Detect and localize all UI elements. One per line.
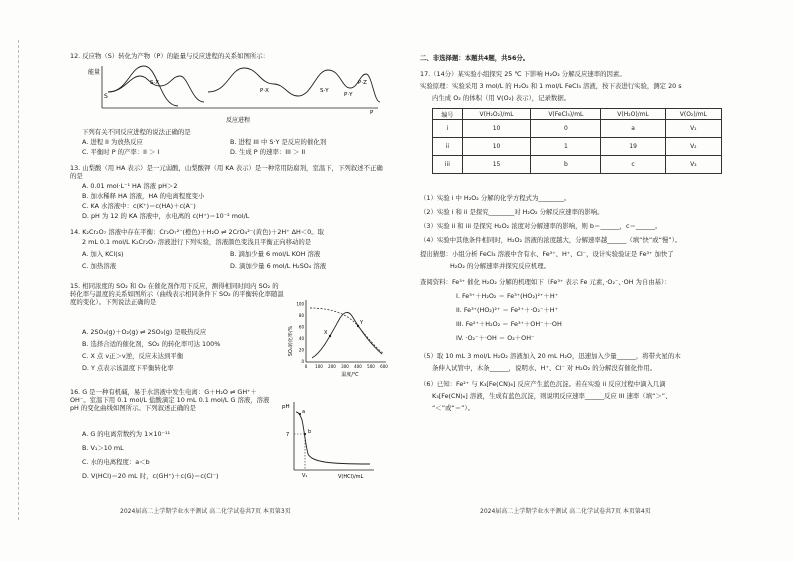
- table-cell: ii: [433, 138, 463, 156]
- q15-ytick-label: 0: [301, 359, 304, 364]
- q14-option-d: D. 滴加少量 6 mol/L H₂SO₄ 溶液: [230, 262, 327, 270]
- q12-label-px: P·X: [260, 88, 269, 94]
- q15-xtick-label: 600: [380, 364, 388, 369]
- q15-conversion-graph: [288, 296, 390, 378]
- q15-xtick-label: 100: [315, 364, 323, 369]
- table-cell: 10: [462, 138, 530, 156]
- q17-exp-line1: 实验原理：实验采用 3 mol/L 的 H₂O₂ 和 1 mol/L FeCl₃ 溶液，按下表进行实验，测定 20 s: [420, 82, 682, 90]
- table-header-row: [433, 109, 722, 120]
- q17-part2: （2）实验 i 和 ii 是探究________对 H₂O₂ 分解反应速率的影响。: [420, 208, 604, 216]
- q12-option-a: A. 进程 II 为放热反应: [82, 138, 143, 146]
- q13-option-c: C. KA 水溶液中：c(K⁺)＝c(HA)＋c(A⁻): [82, 202, 196, 210]
- q15-ytick-label: 20: [298, 347, 304, 353]
- q17-mechanism-4: IV. ·O₂⁻＋·OH ＝ O₂＋OH⁻: [456, 334, 535, 342]
- q12-label-s: S: [104, 93, 108, 100]
- q16-y7: 7: [286, 432, 290, 438]
- table-header: V(O₂)/mL: [665, 109, 721, 120]
- q15-xtick-label: 400: [354, 364, 362, 369]
- q12-xlabel: 反应进程: [225, 117, 251, 124]
- right-footer: 2024届高二上学期学业水平测试 高二化学试卷共7页 本页第4页: [480, 508, 651, 515]
- q12-option-d: D. 生成 P 的速率：III ＞ II: [230, 148, 306, 156]
- table-row: [433, 120, 722, 138]
- q16-ylabel: pH: [282, 404, 290, 410]
- q12-stem: 12. 反应物（S）转化为产物（P）的能量与反应进程的关系如图所示：: [70, 52, 270, 60]
- q16-x-v1: V₁: [302, 473, 308, 479]
- left-footer: 2024届高二上学期学业水平测试 高二化学试卷共7页 本页第3页: [120, 508, 291, 515]
- q12-label-sy: S·Y: [320, 88, 329, 94]
- q15-point-y: Y: [360, 320, 364, 326]
- table-cell: b: [531, 156, 601, 174]
- q15-xlabel: 温度/℃: [341, 372, 359, 378]
- q15-option-d: D. Y 点表示该温度下平衡转化率: [82, 364, 174, 372]
- q12-tail: 下列有关不同反应进程的说法正确的是: [82, 128, 191, 136]
- q16-titration-curve: [278, 398, 378, 482]
- q16-option-c: C. 水的电离程度：a＜b: [82, 458, 150, 466]
- q17-part6-line2: K₃[Fe(CN)₆] 溶液，生成有蓝色沉淀，则说明反应速率______反应 III 速率（填“＞”、: [432, 392, 672, 400]
- q17-experiment-table: [432, 108, 722, 174]
- table-header: 编号: [433, 109, 463, 120]
- table-header: V(FeCl₃)/mL: [531, 109, 601, 120]
- q17-part5-line2: 条伸入试管中，木条______，说明水、H⁺、Cl⁻ 对 H₂O₂ 的分解没有催化作用。: [432, 364, 657, 372]
- q15-option-b: B. 选择合适的催化剂，SO₂ 的转化率可达 100%: [82, 340, 221, 348]
- q15-ytick-label: 40: [298, 336, 304, 341]
- q15-stem: 15. 相同浓度的 SO₂ 和 O₂ 在催化剂作用下反应，测得相同时间内 SO₂ 的转化率与温度的关系如图所示（曲线表示相同条件下 SO₂ 的平衡转化率随温度的变化）。下列说法正确的是: [70, 282, 284, 306]
- q13-option-d: D. pH 为 12 的 KA 溶液中，水电离的 c(H⁺)＝10⁻² mol/L: [82, 212, 250, 220]
- q14-line2: 2 mL 0.1 mol/L K₂Cr₂O₇ 溶液进行下列实验，溶液颜色变浅且平衡正向移动的是: [82, 238, 312, 246]
- q12-option-c: C. 平衡时 P 的产率：II ＞ I: [82, 148, 160, 156]
- table-cell: V₁: [665, 120, 721, 138]
- table-cell: iii: [433, 156, 463, 174]
- q15-ylabel: SO₂转化率/%: [288, 325, 294, 357]
- left-page: [70, 0, 390, 562]
- table-cell: V₂: [665, 138, 721, 156]
- q14-option-b: B. 滴加少量 6 mol/L KOH 溶液: [230, 250, 321, 258]
- table-cell: 1: [531, 138, 601, 156]
- q17-part3: （3）实验 ii 和 iii 是探究 H₂O₂ 浓度对分解速率的影响，则 b＝______，c＝______。: [420, 222, 662, 230]
- q14-option-a: A. 加入 KCl(s): [82, 250, 124, 258]
- q17-mechanism-1: I. Fe³⁺＋H₂O₂ ＝ Fe³⁺(HO₂)²⁺＋H⁺: [456, 292, 559, 300]
- q12-label-pz: P·Z: [358, 80, 367, 86]
- q13-option-a: A. 0.01 mol·L⁻¹ HA 溶液 pH＞2: [82, 182, 178, 190]
- q15-ytick-label: 100: [296, 301, 304, 307]
- table-row: [433, 138, 722, 156]
- q16-option-a: A. G 的电离常数约为 1×10⁻¹¹: [82, 430, 171, 438]
- q13-stem: 13. 山梨酸（用 HA 表示）是一元弱酸，山梨酸钾（用 KA 表示）是一种常用防腐剂，室温下，下列叙述不正确的是: [70, 164, 383, 180]
- q17-exp-line2: 内生成 O₂ 的体积（用 V(O₂) 表示），记录数据。: [432, 94, 571, 102]
- q16-option-d: D. V(HCl)＝20 mL 时，c(GH⁺)＋c(G)＝c(Cl⁻): [82, 472, 219, 480]
- q17-mechanism-3: III. Fe²⁺＋H₂O₂ ＝ Fe³⁺＋OH⁻＋·OH: [456, 320, 562, 328]
- table-header: V(H₂O)/mL: [601, 109, 665, 120]
- q15-option-a: A. 2SO₂(g)＋O₂(g) ⇌ 2SO₃(g) 是吸热反应: [82, 328, 207, 336]
- table-cell: 0: [531, 120, 601, 138]
- q13-option-b: B. 加水稀释 HA 溶液，HA 的电离程度变小: [82, 192, 205, 200]
- binding-margin-line: [18, 40, 33, 520]
- q16-xlabel: V(HCl)/mL: [338, 474, 364, 480]
- q15-xtick-label: 300: [341, 364, 349, 369]
- q12-label-p: P: [370, 110, 374, 116]
- table-cell: i: [433, 120, 463, 138]
- q17-mechanism-2: II. Fe³⁺(HO₂)²⁺ ＝ Fe²⁺＋·O₂⁻＋H⁺: [456, 306, 558, 314]
- q15-xtick-label: 0: [304, 364, 308, 369]
- q16-option-b: B. V₁＞10 mL: [82, 444, 124, 452]
- q16-point-a: a: [302, 409, 306, 415]
- table-cell: a: [601, 120, 665, 138]
- table-cell: 10: [462, 120, 530, 138]
- q17-part1: （1）实验 i 中 H₂O₂ 分解的化学方程式为________。: [420, 194, 571, 202]
- q14-line1: 14. K₂Cr₂O₇ 溶液中存在平衡：Cr₂O₇²⁻(橙色)＋H₂O ⇌ 2CrO₄²⁻(黄色)＋2H⁺ ΔH＜0。取: [70, 228, 325, 236]
- table-cell: V₃: [665, 156, 721, 174]
- q15-xtick-label: 200: [328, 364, 336, 369]
- section-heading: 二、非选择题：本题共4题，共56分。: [420, 54, 530, 62]
- q15-ytick-label: 60: [298, 324, 304, 330]
- q17-head: 17.（14分）某实验小组探究 25 ℃ 下影响 H₂O₂ 分解反应速率的因素。: [420, 70, 626, 78]
- q17-part6-line3: “＜”或“＝”）。: [432, 404, 474, 412]
- q17-part5-line1: （5）取 10 mL 3 mol/L H₂O₂ 溶液加入 20 mL H₂O，迅速加入少量______，将带火星的木: [420, 352, 681, 360]
- q14-option-c: C. 加热溶液: [82, 262, 117, 270]
- q15-xtick-label: 500: [367, 364, 375, 369]
- table-cell: 19: [601, 138, 665, 156]
- q15-xticks: [305, 364, 389, 369]
- q15-point-x: X: [324, 330, 328, 336]
- q12-label-py: P·Y: [344, 92, 353, 98]
- q16-stem: 16. G 是一种有机碱，易于水溶液中发生电离：G＋H₂O ⇌ GH⁺＋OH⁻。室温下用 0.1 mol/L 盐酸滴定 10 mL 0.1 mol/L G 溶液，溶液 pH 的变化曲线如图所示。下列叙述正确的是: [70, 388, 270, 412]
- q15-yticks: [296, 302, 304, 365]
- table-row: [433, 156, 722, 174]
- table-header: V(H₂O₂)/mL: [462, 109, 530, 120]
- q17-part4: （4）实验中其他条件相同时，H₂O₂ 溶液的浓度越大，分解速率越______（填“快”或“慢”）。: [420, 236, 682, 244]
- q12-label-sx: S·X: [150, 80, 160, 86]
- q17-hypothesis-line1: 提出猜想：小组分析 FeCl₃ 溶液中含有水、Fe³⁺、H⁺、Cl⁻，设计实验验证是 Fe³⁺ 加快了: [420, 250, 674, 258]
- q12-option-b: B. 进程 III 中 S·Y 是反应的催化剂: [230, 138, 327, 146]
- right-page: [420, 0, 735, 562]
- q12-energy-diagram: [88, 62, 388, 124]
- q15-option-c: C. X 点 v正＞v逆，反应未达到平衡: [82, 352, 184, 360]
- table-cell: c: [601, 156, 665, 174]
- table-cell: 15: [462, 156, 530, 174]
- q12-ylabel: 能量: [88, 69, 101, 76]
- q17-hypothesis-line2: H₂O₂ 的分解速率并探究反应机理。: [450, 262, 551, 270]
- q17-reference-info: 查阅资料：Fe³⁺ 催化 H₂O₂ 分解的机理如下（Fe³⁺ 表示 Fe 元素，·O₂⁻、·OH 为自由基）：: [420, 278, 671, 286]
- q16-point-b: b: [308, 429, 312, 435]
- q15-ytick-label: 80: [298, 313, 304, 318]
- q17-part6-line1: （6）已知：Fe²⁺ 与 K₃[Fe(CN)₆] 反应产生蓝色沉淀。若在实验 ii 反应过程中滴入几滴: [420, 380, 666, 388]
